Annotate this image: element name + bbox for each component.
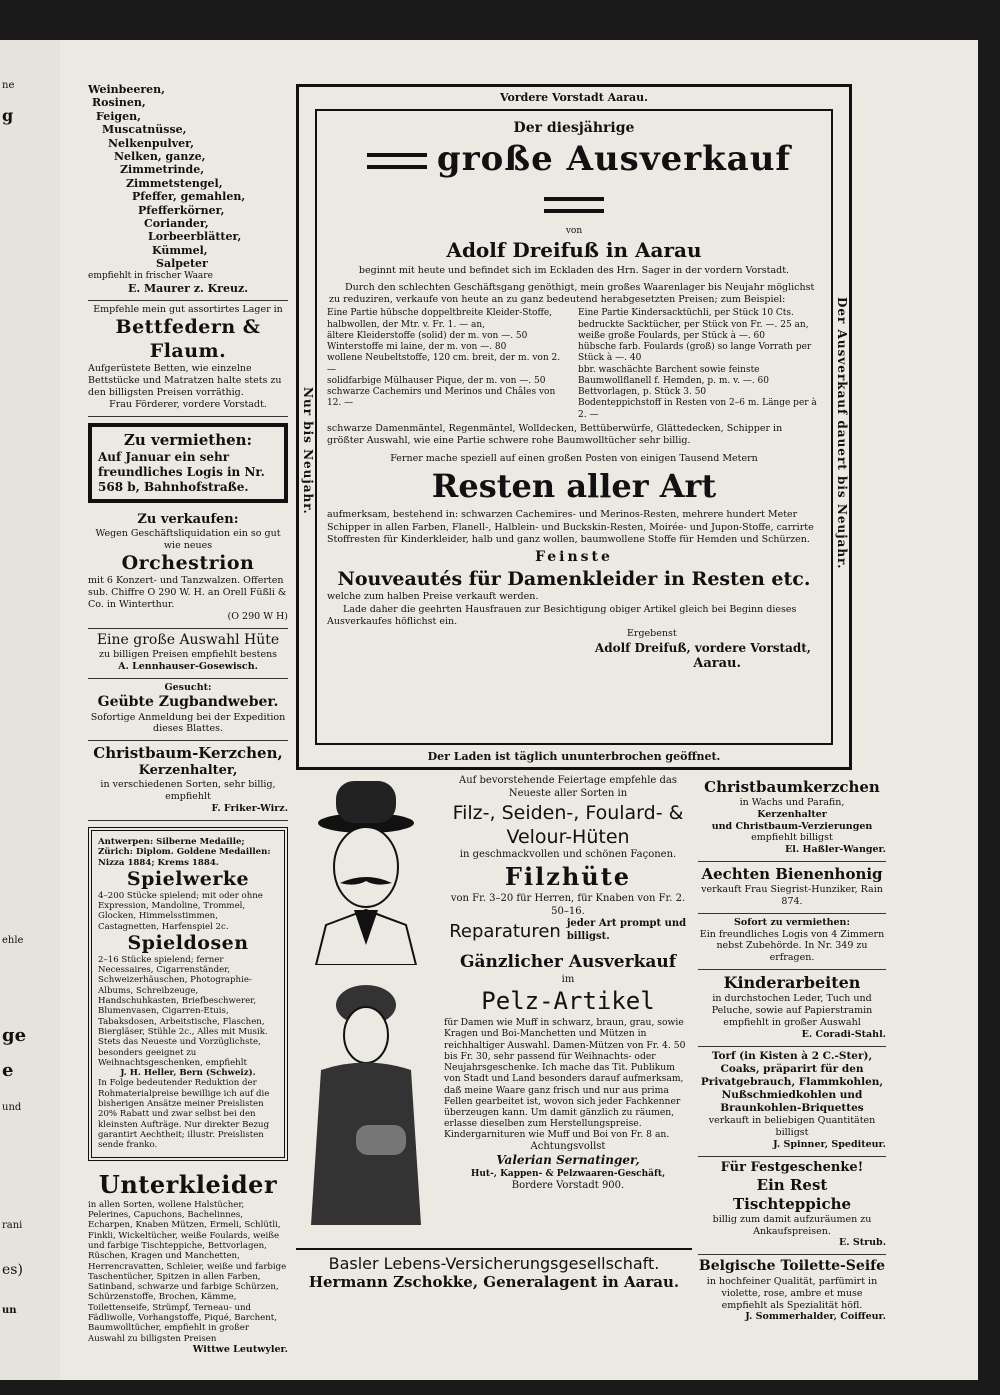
kinder-body: in durchstochen Leder, Tuch und Peluche, sowie auf Papierstramin empfiehlt in großer Auswahl <box>711 993 873 1028</box>
gesucht-body: Sofortige Anmeldung bei der Expedition dieses Blattes. <box>90 711 286 735</box>
ausverkauf-ad <box>296 84 852 770</box>
ausverkauf-headline-row <box>317 137 831 225</box>
seife-title: Belgische Toilette-Seife <box>698 1258 886 1275</box>
huete-small-body: zu billigen Preisen empfiehlt bestens <box>98 649 278 661</box>
spieldosen-title: Spieldosen <box>127 931 249 954</box>
price-list-left <box>327 308 570 421</box>
spielwerke-medals: Antwerpen: Silberne Medaille; Zürich: Diplom. Goldene Medaillen: Nizza 1884; Krems 1884. <box>98 836 271 868</box>
left-column <box>88 80 288 1361</box>
kinder-title: Kinderarbeiten <box>723 973 861 993</box>
price-item: bbr. waschächte Barchent sowie feinste Baumwollflanell f. Hemden, p. m. v. —. 60 <box>578 364 769 386</box>
ausverkauf-ferner: Ferner mache speziell auf einen großen Posten von einigen Tausend Metern <box>390 453 758 465</box>
honig-body: verkauft Frau Siegrist-Hunziker, Rain 874. <box>701 883 883 907</box>
spice-item: Pfeffer, gemahlen, <box>132 190 246 204</box>
rest-sign: E. Strub. <box>839 1237 886 1249</box>
honig-ad <box>698 862 886 914</box>
ausverkauf-begins: beginnt mit heute und befindet sich im Eckladen des Hrn. Sager in der vordern Vorstadt. <box>358 265 790 277</box>
edge-text: und <box>2 1102 22 1113</box>
torf-sign: J. Spinner, Spediteur. <box>773 1139 886 1150</box>
pelz-sign: Valerian Sernatinger, <box>496 1153 640 1168</box>
ausverkauf-reason: Durch den schlechten Geschäftsgang genöthigt, mein großes Waarenlager bis Neujahr möglichst zu reduziren, verkaufe von heute an zu ganz bedeutend herabgesetzten Preisen; zum Beispiel: <box>329 281 815 305</box>
edge-text: un <box>2 1305 17 1316</box>
gesucht-title: Gesucht: <box>164 682 212 694</box>
price-item: solidfarbige Mülhauser Pique, der m. von —. 50 <box>327 375 546 386</box>
huete-title: Filz-, Seiden-, Foulard- & Velour-Hüten <box>452 801 684 848</box>
ausverkauf-mantel: schwarze Damenmäntel, Regenmäntel, Wolldecken, Bettüberwürfe, Glättedecken, Schipper in größter Auswahl, wie eine Partie schwere rohe Baumwolltücher sehr billig. <box>327 422 783 447</box>
price-item: Eine Partie Kindersacktüchli, per Stück 10 Cts. <box>578 308 794 319</box>
huete-small-sign: A. Lennhauser-Gosewisch. <box>118 661 258 673</box>
adjacent-page-edge <box>0 40 60 1380</box>
bettfedern-title: Bettfedern & Flaum. <box>115 315 261 362</box>
ausverkauf-town: Aarau. <box>693 656 741 672</box>
bettfedern-ad <box>88 301 288 417</box>
kerzen-left-sign: F. Friker-Wirz. <box>211 803 288 815</box>
pelz-ad <box>444 952 692 1193</box>
seife-sign: J. Sommerhalder, Coiffeur. <box>745 1311 886 1323</box>
lady-fur-illustration <box>296 975 436 1235</box>
kerzen-left-body: in verschiedenen Sorten, sehr billig, empfiehlt <box>100 779 276 803</box>
pelz-body: für Damen wie Muff in schwarz, braun, grau, sowie Kragen und Boi-Manchetten und Mützen in reichhaltiger Auswahl. Damen-Mützen von Fr. 4. 50 bis Fr. 30, sehr passend für Weihnachts- oder Neujahrsgeschenke. Ich mache das Tit. Publikum von Stadt und Land besonders darauf aufmerksam, daß meine Waare ganz frisch und nur aus prima Fellen gearbeitet ist, wovon sich jeder Fachkenner überzeugen kann. Um damit gänzlich zu räumen, erlasse dieselben zum Herstellungspreise. Kindergarnituren wie Muff und Boi von Fr. 8 an. <box>444 1017 686 1141</box>
pelz-achtung: Achtungsvollst <box>530 1140 606 1152</box>
huete-rep: Reparaturen <box>449 920 561 942</box>
kerzen-right-ad <box>698 775 886 862</box>
huete-small-ad <box>88 629 288 679</box>
price-item: Bodenteppichstoff in Resten von 2–6 m. Länge per à 2. — <box>578 398 817 420</box>
seife-body: in hochfeiner Qualität, parfümirt in violette, rose, ambre et muse empfiehlt als Spezialität höfl. <box>706 1275 878 1311</box>
kerzen-right-title: Christbaumkerzchen <box>704 778 880 796</box>
unterkleider-sign: Wittwe Leutwyler. <box>192 1344 288 1356</box>
spice-item: Rosinen, <box>92 96 146 110</box>
kerzen-right-body: in Wachs und Parafin, <box>739 796 845 808</box>
ausverkauf-ergebenst: Ergebenst <box>627 628 677 640</box>
spice-item: Feigen, <box>96 109 141 123</box>
spice-item: Muscatnüsse, <box>102 123 187 137</box>
verkaufen-item: Orchestrion <box>121 551 255 574</box>
ausverkauf-price-lists <box>317 308 831 421</box>
spice-item: Nelkenpulver, <box>108 136 194 150</box>
kerzen-left-sub: Kerzenhalter, <box>138 763 238 779</box>
vermiethen-ad <box>88 423 288 503</box>
spice-item: Zimmetrinde, <box>120 163 205 177</box>
ausverkauf-sign: Adolf Dreifuß, vordere Vorstadt, <box>594 640 811 655</box>
spielwerke-note: In Folge bedeutender Reduktion der Rohmaterialpreise bewillige ich auf die bisherigen Ansätze meiner Preislisten 20% Rabatt und zwar selbst bei den kleinsten Aufträge. Nur direkter Bezug garantirt Aechtheit; illustr. Preislisten sende franko. <box>98 1078 270 1151</box>
pelz-item: Pelz-Artikel <box>481 987 655 1016</box>
bettfedern-sign: Frau Förderer, vordere Vorstadt. <box>109 399 267 411</box>
verkaufen-title: Zu verkaufen: <box>137 511 239 527</box>
huete-filz: Filzhüte <box>504 862 632 892</box>
rest-title: Ein Rest Tischteppiche <box>732 1176 852 1213</box>
price-item: Winterstoffe mi laine, der m. von —. 80 <box>327 342 507 353</box>
vermiethen-title: Zu vermiethen: <box>123 430 253 449</box>
spieldosen-body: 2–16 Stücke spielend; ferner Necessaires, Cigarrenständer, Schweizerhäuschen, Photographie-Albums, Schreibzeuge, Handschuhkasten, Briefbeschwerer, Blumenvasen, Cigarren-Etuis, Tabaksdosen, Arbeitstische, Flaschen, Biergläser, Stühle 2c., Alles mit Musik. Stets das Neueste und Vorzüglichste, besonders geeignet zu Weihnachtsgeschenken, empfiehlt <box>98 954 268 1068</box>
spice-item: Kümmel, <box>152 243 208 257</box>
spielwerke-title: Spielwerke <box>126 867 250 890</box>
huete-price: von Fr. 3–20 für Herren, für Knaben von Fr. 2. 50–16. <box>450 892 686 917</box>
huete-intro: Auf bevorstehende Feiertage empfehle das Neueste aller Sorten in <box>458 775 677 799</box>
ausverkauf-von: von <box>565 225 583 236</box>
ausverkauf-intro: Der diesjährige <box>513 120 635 136</box>
price-list-right <box>578 308 821 421</box>
spielwerke-body: 4–200 Stücke spielend; mit oder ohne Expression, Mandoline, Trommel, Glocken, Himmelsstimmen, Castagnetten, Harfenspiel 2c. <box>98 890 263 932</box>
huete-rep2: jeder Art prompt und billigst. <box>566 918 687 943</box>
bettfedern-intro: Empfehle mein gut assortirtes Lager in <box>93 304 283 316</box>
vermiethen-right-body: Ein freundliches Logis von 4 Zimmern nebst Zubehörde. In Nr. 349 zu erfragen. <box>699 928 885 964</box>
festgeschenke-ad <box>698 1157 886 1255</box>
basler-ad <box>296 1248 692 1306</box>
gentleman-illustration <box>296 775 436 965</box>
headline-rule <box>367 153 427 169</box>
price-item: wollene Neubeltstoffe, 120 cm. breit, der m. von 2. — <box>327 353 561 375</box>
pelz-addr: Bordere Vorstadt 900. <box>511 1180 625 1192</box>
spices-merchant: E. Maurer z. Kreuz. <box>127 281 249 295</box>
spice-item: Zimmetstengel, <box>126 176 223 190</box>
price-item: weiße große Foulards, per Stück à —. 60 <box>578 330 765 341</box>
rest-body: billig zum damit aufzuräumen zu Ankaufspreisen. <box>712 1213 872 1237</box>
price-item: Eine Partie hübsche doppeltbreite Kleider-Stoffe, halbwollen, der Mtr. v. Fr. 1. — an, <box>327 308 553 330</box>
kerzen-right-sub: Kerzenhalter <box>757 808 827 820</box>
edge-text: g <box>2 106 14 125</box>
torf-ad <box>698 1047 886 1157</box>
kinder-ad <box>698 970 886 1047</box>
fest-title: Für Festgeschenke! <box>720 1159 864 1175</box>
kerzen-right-emp: empfiehlt billigst <box>751 832 833 844</box>
huete-small-title: Eine große Auswahl Hüte <box>96 631 280 648</box>
basler-line1: Basler Lebens-Versicherungsgesellschaft. <box>328 1254 660 1273</box>
vermiethen-body: Auf Januar ein sehr freundliches Logis in Nr. 568 b, Bahnhofstraße. <box>98 449 265 494</box>
ausverkauf-inner <box>315 109 833 745</box>
ausverkauf-resten-body: aufmerksam, bestehend in: schwarzen Cachemires- und Merinos-Resten, mehrere hundert Meter Schipper in allen Farben, Flanell-, Halblein- und Buckskin-Resten, Moirée- und Jupon-Stoffe, carrirte Stoffresten für Kinderkleider, halb und ganz wollen, baumwollene Stoffe für Hemden und Schürzen. <box>327 509 814 546</box>
vermiethen-right-title: Sofort zu vermiethen: <box>734 916 850 928</box>
huete-sub: in geschmackvollen und schönen Façonen. <box>459 849 677 861</box>
ausverkauf-lade: Lade daher die geehrten Hausfrauen zur Besichtigung obiger Artikel gleich bei Beginn dieses Ausverkaufes höflichst ein. <box>327 603 797 627</box>
gesucht-item: Geübte Zugbandweber. <box>97 694 279 711</box>
unterkleider-body: in allen Sorten, wollene Halstücher, Pelerines, Capuchons, Bachelinnes, Echarpen, Knaben Mützen, Ermeli, Schlütli, Finkli, Wickeltücher, weiße Foulards, weiße und farbige Tischteppiche, Bettvorlagen, Rüschen, Kragen und Manchetten, Herrencravatten, Schleier, weiße und farbige Taschentücher, Spitzen in allen Farben, Satinband, schwarze und farbige Schürzen, Schürzenstoffe, Brochen, Kämme, Toilettenseife, Strümpf, Terneau- und Fädliwolle, Vorhangstoffe, Piqué, Barchent, Baumwolltücher, empfiehlt in großer Auswahl zu billigsten Preisen <box>88 1199 287 1344</box>
spices-ad <box>88 80 288 301</box>
spices-recommend: empfiehlt in frischer Waare <box>88 270 213 281</box>
ausverkauf-side-right: Der Ausverkauf dauert bis Neujahr. <box>835 297 849 570</box>
spielwerke-sign: J. H. Heller, Bern (Schweiz). <box>120 1068 256 1079</box>
unterkleider-title: Unterkleider <box>98 1169 278 1199</box>
verkaufen-ad <box>88 509 288 629</box>
edge-text: ge <box>2 1025 27 1046</box>
verkaufen-detail: mit 6 Konzert- und Tanzwalzen. Offerten sub. Chiffre O 290 W. H. an Orell Füßli & Co. in Winterthur. <box>88 575 287 611</box>
spice-item: Weinbeeren, <box>88 83 165 96</box>
kerzen-right-sub2: und Christbaum-Verzierungen <box>711 820 873 832</box>
pelz-title: Gänzlicher Ausverkauf <box>459 951 677 972</box>
spielwerke-ad <box>88 827 288 1161</box>
pelz-im: im <box>561 973 575 985</box>
spice-item: Coriander, <box>144 217 209 231</box>
huete-reparaturen <box>444 918 692 944</box>
ausverkauf-side-left: Nur bis Neujahr. <box>301 387 315 515</box>
price-item: ältere Kleiderstoffe (solid) der m. von —. 50 <box>327 330 528 341</box>
kerzen-right-sign: El. Haßler-Wanger. <box>785 844 886 856</box>
ausverkauf-nouveautes: Nouveautés für Damenkleider in Resten etc. <box>337 567 811 590</box>
bettfedern-body: Aufgerüstete Betten, wie einzelne Bettstücke und Matratzen halte stets zu den billigsten Preisen vorräthig. <box>88 363 282 399</box>
edge-text: es) <box>2 1262 23 1278</box>
spice-item: Lorbeerblätter, <box>148 230 242 244</box>
kerzen-left-ad <box>88 741 288 821</box>
ausverkauf-feinste: Feinste <box>535 549 613 566</box>
price-item: schwarze Cachemirs und Merinos und Châles von 12. — <box>327 387 556 409</box>
price-item: bedruckte Sacktücher, per Stück von Fr. —. 25 an, <box>578 319 809 330</box>
middle-lower-column <box>296 775 692 1193</box>
ausverkauf-headline: große Ausverkauf <box>436 139 792 180</box>
verkaufen-intro: Wegen Geschäftsliquidation ein so gut wie neues <box>95 527 281 551</box>
right-lower-column <box>698 775 886 1328</box>
kerzen-left-title: Christbaum-Kerzchen, <box>93 744 283 763</box>
verkaufen-code: (O 290 W H) <box>227 611 288 623</box>
price-item: Bettvorlagen, p. Stück 3. 50 <box>578 387 707 398</box>
ausverkauf-halb: welche zum halben Preise verkauft werden. <box>327 591 539 603</box>
price-item: hübsche farb. Foulards (groß) so lange Vorrath per Stück à —. 40 <box>578 342 812 364</box>
torf-body: verkauft in beliebigen Quantitäten billigst <box>708 1115 876 1139</box>
seife-ad <box>698 1255 886 1328</box>
spice-item: Pfefferkörner, <box>138 203 225 217</box>
ausverkauf-resten: Resten aller Art <box>431 466 717 505</box>
huete-ad <box>444 775 692 944</box>
ausverkauf-top-bar: Vordere Vorstadt Aarau. <box>499 91 649 104</box>
headline-rule <box>544 197 604 213</box>
spice-item: Salpeter <box>156 257 208 271</box>
basler-line2: Hermann Zschokke, Generalagent in Aarau. <box>308 1273 680 1291</box>
edge-text: e <box>2 1060 14 1081</box>
spice-item: Nelken, ganze, <box>114 150 206 164</box>
edge-text: ne <box>2 80 15 91</box>
ausverkauf-bottom-bar: Der Laden ist täglich ununterbrochen geöffnet. <box>427 750 721 763</box>
gesucht-ad <box>88 679 288 741</box>
edge-text: ehle <box>2 935 24 946</box>
ausverkauf-firm: Adolf Dreifuß in Aarau <box>446 238 702 263</box>
kinder-sign: E. Coradi-Stahl. <box>801 1028 886 1040</box>
pelz-firm: Hut-, Kappen- & Pelzwaaren-Geschäft, <box>470 1168 666 1179</box>
honig-title: Aechten Bienenhonig <box>701 865 883 884</box>
vermiethen-right-ad <box>698 914 886 971</box>
unterkleider-ad <box>88 1167 288 1361</box>
edge-text: rani <box>2 1220 23 1231</box>
torf-title: Torf (in Kisten à 2 C.-Ster), Coaks, präparirt für den Privatgebrauch, Flammkohlen, Nußschmiedkohlen und Braunkohlen-Briquettes <box>700 1049 884 1115</box>
